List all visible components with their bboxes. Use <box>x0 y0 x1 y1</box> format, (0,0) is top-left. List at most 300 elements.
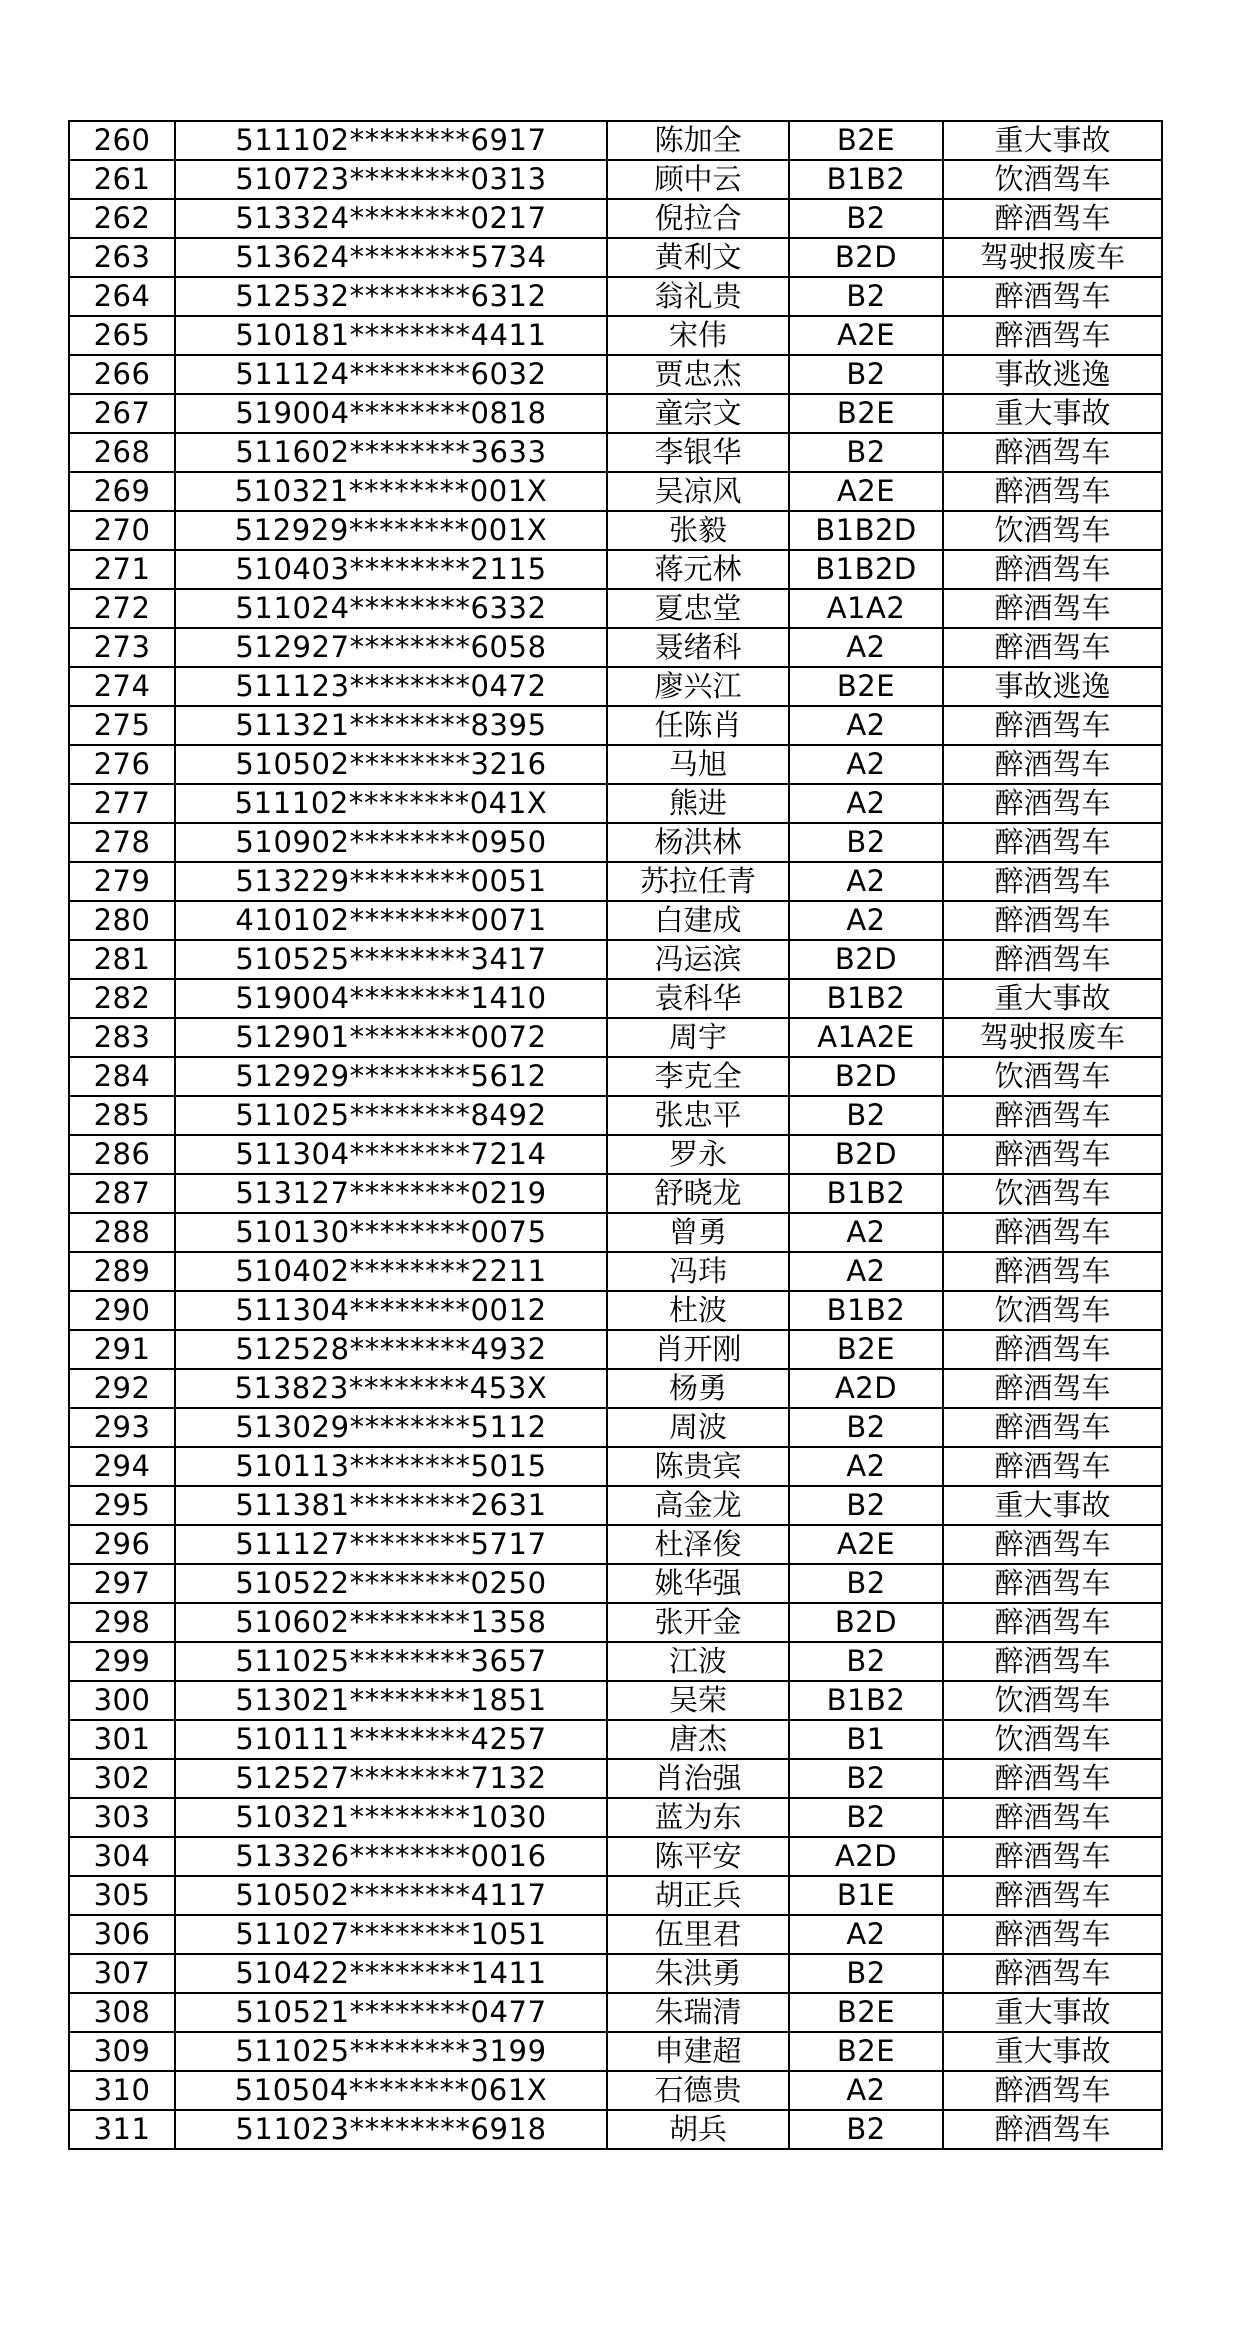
id-number-cell: 511602********3633 <box>175 433 607 472</box>
license-class-cell: B2D <box>789 940 943 979</box>
table-row <box>69 550 1162 589</box>
name-cell: 顾中云 <box>607 160 789 199</box>
violation-cell: 醉酒驾车 <box>943 472 1162 511</box>
violation-cell: 醉酒驾车 <box>943 1447 1162 1486</box>
violation-cell: 饮酒驾车 <box>943 1291 1162 1330</box>
id-number-cell: 513021********1851 <box>175 1681 607 1720</box>
id-number-cell: 512528********4932 <box>175 1330 607 1369</box>
violation-cell: 事故逃逸 <box>943 667 1162 706</box>
table-row <box>69 1135 1162 1174</box>
row-number-cell: 266 <box>69 355 175 394</box>
table-row <box>69 355 1162 394</box>
license-class-cell: A2E <box>789 316 943 355</box>
row-number-cell: 274 <box>69 667 175 706</box>
row-number-cell: 277 <box>69 784 175 823</box>
table-row <box>69 862 1162 901</box>
license-class-cell: B1B2 <box>789 1174 943 1213</box>
name-cell: 陈加全 <box>607 121 789 160</box>
row-number-cell: 260 <box>69 121 175 160</box>
id-number-cell: 510181********4411 <box>175 316 607 355</box>
violation-cell: 醉酒驾车 <box>943 199 1162 238</box>
table-row <box>69 2071 1162 2110</box>
table-row <box>69 1096 1162 1135</box>
table-row <box>69 901 1162 940</box>
id-number-cell: 512927********6058 <box>175 628 607 667</box>
row-number-cell: 279 <box>69 862 175 901</box>
license-class-cell: A1A2E <box>789 1018 943 1057</box>
name-cell: 马旭 <box>607 745 789 784</box>
table-row <box>69 1954 1162 1993</box>
table-row <box>69 1330 1162 1369</box>
id-number-cell: 510521********0477 <box>175 1993 607 2032</box>
violation-cell: 重大事故 <box>943 394 1162 433</box>
table-row <box>69 394 1162 433</box>
violation-cell: 饮酒驾车 <box>943 1057 1162 1096</box>
license-class-cell: A2 <box>789 1213 943 1252</box>
id-number-cell: 511123********0472 <box>175 667 607 706</box>
license-class-cell: A2 <box>789 2071 943 2110</box>
license-class-cell: B2 <box>789 1096 943 1135</box>
table-row <box>69 589 1162 628</box>
license-class-cell: B2 <box>789 199 943 238</box>
violation-cell: 重大事故 <box>943 1993 1162 2032</box>
table-row <box>69 784 1162 823</box>
id-number-cell: 510321********001X <box>175 472 607 511</box>
row-number-cell: 280 <box>69 901 175 940</box>
name-cell: 任陈肖 <box>607 706 789 745</box>
id-number-cell: 510111********4257 <box>175 1720 607 1759</box>
license-class-cell: A2D <box>789 1837 943 1876</box>
name-cell: 曾勇 <box>607 1213 789 1252</box>
table-row <box>69 1447 1162 1486</box>
violation-cell: 醉酒驾车 <box>943 1408 1162 1447</box>
violation-cell: 重大事故 <box>943 979 1162 1018</box>
name-cell: 冯运滨 <box>607 940 789 979</box>
id-number-cell: 511102********6917 <box>175 121 607 160</box>
table-row <box>69 433 1162 472</box>
row-number-cell: 267 <box>69 394 175 433</box>
license-class-cell: A2 <box>789 784 943 823</box>
row-number-cell: 297 <box>69 1564 175 1603</box>
name-cell: 江波 <box>607 1642 789 1681</box>
id-number-cell: 512527********7132 <box>175 1759 607 1798</box>
license-class-cell: B2 <box>789 433 943 472</box>
row-number-cell: 290 <box>69 1291 175 1330</box>
name-cell: 杜波 <box>607 1291 789 1330</box>
license-class-cell: B2 <box>789 277 943 316</box>
violation-cell: 醉酒驾车 <box>943 862 1162 901</box>
violation-cell: 饮酒驾车 <box>943 160 1162 199</box>
violation-cell: 醉酒驾车 <box>943 745 1162 784</box>
license-class-cell: A1A2 <box>789 589 943 628</box>
license-class-cell: B2 <box>789 1759 943 1798</box>
license-class-cell: B2D <box>789 1603 943 1642</box>
id-number-cell: 512929********001X <box>175 511 607 550</box>
name-cell: 廖兴江 <box>607 667 789 706</box>
table-row <box>69 1681 1162 1720</box>
id-number-cell: 511027********1051 <box>175 1915 607 1954</box>
table-row <box>69 1018 1162 1057</box>
license-class-cell: B2 <box>789 1954 943 1993</box>
name-cell: 胡兵 <box>607 2110 789 2149</box>
violation-cell: 醉酒驾车 <box>943 1798 1162 1837</box>
row-number-cell: 265 <box>69 316 175 355</box>
row-number-cell: 281 <box>69 940 175 979</box>
id-number-cell: 511381********2631 <box>175 1486 607 1525</box>
violation-cell: 醉酒驾车 <box>943 2071 1162 2110</box>
name-cell: 唐杰 <box>607 1720 789 1759</box>
name-cell: 肖治强 <box>607 1759 789 1798</box>
table-row <box>69 1369 1162 1408</box>
row-number-cell: 302 <box>69 1759 175 1798</box>
row-number-cell: 261 <box>69 160 175 199</box>
name-cell: 申建超 <box>607 2032 789 2071</box>
table-row <box>69 1213 1162 1252</box>
license-class-cell: B2 <box>789 1564 943 1603</box>
violation-cell: 驾驶报废车 <box>943 238 1162 277</box>
name-cell: 舒晓龙 <box>607 1174 789 1213</box>
row-number-cell: 300 <box>69 1681 175 1720</box>
row-number-cell: 309 <box>69 2032 175 2071</box>
row-number-cell: 305 <box>69 1876 175 1915</box>
table-row <box>69 472 1162 511</box>
name-cell: 蒋元林 <box>607 550 789 589</box>
name-cell: 伍里君 <box>607 1915 789 1954</box>
id-number-cell: 511304********0012 <box>175 1291 607 1330</box>
violation-cell: 醉酒驾车 <box>943 1252 1162 1291</box>
name-cell: 宋伟 <box>607 316 789 355</box>
row-number-cell: 299 <box>69 1642 175 1681</box>
id-number-cell: 513127********0219 <box>175 1174 607 1213</box>
row-number-cell: 288 <box>69 1213 175 1252</box>
name-cell: 张毅 <box>607 511 789 550</box>
violation-cell: 醉酒驾车 <box>943 1525 1162 1564</box>
violation-cell: 饮酒驾车 <box>943 1174 1162 1213</box>
table-row <box>69 940 1162 979</box>
id-number-cell: 519004********1410 <box>175 979 607 1018</box>
id-number-cell: 512929********5612 <box>175 1057 607 1096</box>
violation-cell: 醉酒驾车 <box>943 550 1162 589</box>
license-class-cell: B2 <box>789 1408 943 1447</box>
id-number-cell: 513029********5112 <box>175 1408 607 1447</box>
table-row <box>69 199 1162 238</box>
violation-cell: 醉酒驾车 <box>943 823 1162 862</box>
license-class-cell: A2 <box>789 745 943 784</box>
violation-cell: 醉酒驾车 <box>943 1096 1162 1135</box>
license-class-cell: B2 <box>789 823 943 862</box>
table-row <box>69 1915 1162 1954</box>
row-number-cell: 298 <box>69 1603 175 1642</box>
table-row <box>69 1408 1162 1447</box>
id-number-cell: 512532********6312 <box>175 277 607 316</box>
table-row <box>69 1525 1162 1564</box>
row-number-cell: 283 <box>69 1018 175 1057</box>
name-cell: 石德贵 <box>607 2071 789 2110</box>
table-row <box>69 160 1162 199</box>
violation-cell: 醉酒驾车 <box>943 1876 1162 1915</box>
table-row <box>69 1720 1162 1759</box>
license-class-cell: B2E <box>789 1993 943 2032</box>
violation-cell: 醉酒驾车 <box>943 1915 1162 1954</box>
name-cell: 倪拉合 <box>607 199 789 238</box>
name-cell: 翁礼贵 <box>607 277 789 316</box>
license-class-cell: A2 <box>789 901 943 940</box>
name-cell: 贾忠杰 <box>607 355 789 394</box>
row-number-cell: 286 <box>69 1135 175 1174</box>
id-number-cell: 510522********0250 <box>175 1564 607 1603</box>
violation-cell: 重大事故 <box>943 121 1162 160</box>
id-number-cell: 513823********453X <box>175 1369 607 1408</box>
name-cell: 周宇 <box>607 1018 789 1057</box>
violation-cell: 饮酒驾车 <box>943 1720 1162 1759</box>
id-number-cell: 510902********0950 <box>175 823 607 862</box>
license-class-cell: B1E <box>789 1876 943 1915</box>
license-class-cell: B1B2 <box>789 1681 943 1720</box>
table-row <box>69 1798 1162 1837</box>
row-number-cell: 295 <box>69 1486 175 1525</box>
row-number-cell: 271 <box>69 550 175 589</box>
table-row <box>69 1642 1162 1681</box>
license-class-cell: A2 <box>789 1252 943 1291</box>
id-number-cell: 513324********0217 <box>175 199 607 238</box>
row-number-cell: 287 <box>69 1174 175 1213</box>
violation-cell: 醉酒驾车 <box>943 2110 1162 2149</box>
id-number-cell: 510422********1411 <box>175 1954 607 1993</box>
table-row <box>69 1174 1162 1213</box>
table-row <box>69 2110 1162 2149</box>
violator-table <box>68 120 1163 2150</box>
id-number-cell: 511025********8492 <box>175 1096 607 1135</box>
row-number-cell: 304 <box>69 1837 175 1876</box>
table-row <box>69 979 1162 1018</box>
violator-table-body <box>69 121 1162 2149</box>
name-cell: 杨勇 <box>607 1369 789 1408</box>
id-number-cell: 511304********7214 <box>175 1135 607 1174</box>
name-cell: 袁科华 <box>607 979 789 1018</box>
violation-cell: 醉酒驾车 <box>943 1642 1162 1681</box>
table-row <box>69 1057 1162 1096</box>
name-cell: 周波 <box>607 1408 789 1447</box>
row-number-cell: 311 <box>69 2110 175 2149</box>
table-row <box>69 2032 1162 2071</box>
table-row <box>69 823 1162 862</box>
license-class-cell: A2 <box>789 862 943 901</box>
table-row <box>69 1759 1162 1798</box>
name-cell: 吴凉风 <box>607 472 789 511</box>
table-row <box>69 706 1162 745</box>
table-row <box>69 667 1162 706</box>
violation-cell: 醉酒驾车 <box>943 433 1162 472</box>
license-class-cell: B2 <box>789 1486 943 1525</box>
row-number-cell: 308 <box>69 1993 175 2032</box>
table-row <box>69 1603 1162 1642</box>
table-row <box>69 1486 1162 1525</box>
license-class-cell: A2E <box>789 472 943 511</box>
id-number-cell: 510402********2211 <box>175 1252 607 1291</box>
id-number-cell: 510723********0313 <box>175 160 607 199</box>
row-number-cell: 310 <box>69 2071 175 2110</box>
row-number-cell: 270 <box>69 511 175 550</box>
row-number-cell: 284 <box>69 1057 175 1096</box>
id-number-cell: 511024********6332 <box>175 589 607 628</box>
id-number-cell: 511025********3199 <box>175 2032 607 2071</box>
id-number-cell: 511321********8395 <box>175 706 607 745</box>
license-class-cell: B1B2 <box>789 1291 943 1330</box>
id-number-cell: 511025********3657 <box>175 1642 607 1681</box>
violation-cell: 饮酒驾车 <box>943 511 1162 550</box>
violation-cell: 醉酒驾车 <box>943 1330 1162 1369</box>
row-number-cell: 268 <box>69 433 175 472</box>
id-number-cell: 510113********5015 <box>175 1447 607 1486</box>
table-row <box>69 238 1162 277</box>
violation-cell: 醉酒驾车 <box>943 784 1162 823</box>
name-cell: 朱洪勇 <box>607 1954 789 1993</box>
name-cell: 姚华强 <box>607 1564 789 1603</box>
violation-cell: 重大事故 <box>943 1486 1162 1525</box>
name-cell: 熊进 <box>607 784 789 823</box>
name-cell: 高金龙 <box>607 1486 789 1525</box>
name-cell: 朱瑞清 <box>607 1993 789 2032</box>
name-cell: 冯玮 <box>607 1252 789 1291</box>
name-cell: 杜泽俊 <box>607 1525 789 1564</box>
id-number-cell: 510602********1358 <box>175 1603 607 1642</box>
violation-cell: 醉酒驾车 <box>943 277 1162 316</box>
violation-cell: 醉酒驾车 <box>943 1369 1162 1408</box>
license-class-cell: B1B2D <box>789 511 943 550</box>
row-number-cell: 307 <box>69 1954 175 1993</box>
name-cell: 聂绪科 <box>607 628 789 667</box>
id-number-cell: 510502********4117 <box>175 1876 607 1915</box>
row-number-cell: 272 <box>69 589 175 628</box>
row-number-cell: 289 <box>69 1252 175 1291</box>
license-class-cell: B2 <box>789 355 943 394</box>
violation-cell: 醉酒驾车 <box>943 1564 1162 1603</box>
id-number-cell: 512901********0072 <box>175 1018 607 1057</box>
name-cell: 李银华 <box>607 433 789 472</box>
row-number-cell: 301 <box>69 1720 175 1759</box>
violation-cell: 醉酒驾车 <box>943 940 1162 979</box>
id-number-cell: 511127********5717 <box>175 1525 607 1564</box>
row-number-cell: 285 <box>69 1096 175 1135</box>
license-class-cell: B1 <box>789 1720 943 1759</box>
table-row <box>69 121 1162 160</box>
row-number-cell: 292 <box>69 1369 175 1408</box>
table-row <box>69 1876 1162 1915</box>
license-class-cell: B2E <box>789 2032 943 2071</box>
row-number-cell: 269 <box>69 472 175 511</box>
table-row <box>69 1837 1162 1876</box>
row-number-cell: 275 <box>69 706 175 745</box>
table-row <box>69 1291 1162 1330</box>
violation-cell: 醉酒驾车 <box>943 628 1162 667</box>
license-class-cell: A2 <box>789 628 943 667</box>
violation-cell: 醉酒驾车 <box>943 1213 1162 1252</box>
name-cell: 黄利文 <box>607 238 789 277</box>
row-number-cell: 294 <box>69 1447 175 1486</box>
license-class-cell: B2E <box>789 1330 943 1369</box>
id-number-cell: 510504********061X <box>175 2071 607 2110</box>
id-number-cell: 513326********0016 <box>175 1837 607 1876</box>
name-cell: 杨洪林 <box>607 823 789 862</box>
license-class-cell: A2E <box>789 1525 943 1564</box>
row-number-cell: 263 <box>69 238 175 277</box>
license-class-cell: B1B2 <box>789 979 943 1018</box>
violation-cell: 醉酒驾车 <box>943 706 1162 745</box>
license-class-cell: B2E <box>789 667 943 706</box>
table-row <box>69 1252 1162 1291</box>
name-cell: 陈贵宾 <box>607 1447 789 1486</box>
violation-cell: 饮酒驾车 <box>943 1681 1162 1720</box>
violation-cell: 醉酒驾车 <box>943 1837 1162 1876</box>
license-class-cell: A2 <box>789 1447 943 1486</box>
violation-cell: 醉酒驾车 <box>943 1954 1162 1993</box>
license-class-cell: B2D <box>789 1057 943 1096</box>
id-number-cell: 510502********3216 <box>175 745 607 784</box>
name-cell: 李克全 <box>607 1057 789 1096</box>
id-number-cell: 511102********041X <box>175 784 607 823</box>
violation-cell: 醉酒驾车 <box>943 1759 1162 1798</box>
license-class-cell: A2D <box>789 1369 943 1408</box>
id-number-cell: 511023********6918 <box>175 2110 607 2149</box>
name-cell: 蓝为东 <box>607 1798 789 1837</box>
id-number-cell: 513229********0051 <box>175 862 607 901</box>
row-number-cell: 273 <box>69 628 175 667</box>
violation-cell: 重大事故 <box>943 2032 1162 2071</box>
name-cell: 白建成 <box>607 901 789 940</box>
table-row <box>69 511 1162 550</box>
license-class-cell: B2E <box>789 121 943 160</box>
license-class-cell: B2D <box>789 238 943 277</box>
violation-cell: 醉酒驾车 <box>943 316 1162 355</box>
row-number-cell: 282 <box>69 979 175 1018</box>
row-number-cell: 303 <box>69 1798 175 1837</box>
row-number-cell: 264 <box>69 277 175 316</box>
table-row <box>69 1993 1162 2032</box>
name-cell: 张忠平 <box>607 1096 789 1135</box>
id-number-cell: 410102********0071 <box>175 901 607 940</box>
row-number-cell: 306 <box>69 1915 175 1954</box>
name-cell: 吴荣 <box>607 1681 789 1720</box>
name-cell: 张开金 <box>607 1603 789 1642</box>
id-number-cell: 511124********6032 <box>175 355 607 394</box>
row-number-cell: 262 <box>69 199 175 238</box>
row-number-cell: 296 <box>69 1525 175 1564</box>
name-cell: 童宗文 <box>607 394 789 433</box>
id-number-cell: 510403********2115 <box>175 550 607 589</box>
name-cell: 陈平安 <box>607 1837 789 1876</box>
license-class-cell: B1B2 <box>789 160 943 199</box>
row-number-cell: 293 <box>69 1408 175 1447</box>
license-class-cell: B2 <box>789 1642 943 1681</box>
table-row <box>69 1564 1162 1603</box>
id-number-cell: 510525********3417 <box>175 940 607 979</box>
violation-cell: 醉酒驾车 <box>943 589 1162 628</box>
id-number-cell: 510321********1030 <box>175 1798 607 1837</box>
id-number-cell: 510130********0075 <box>175 1213 607 1252</box>
license-class-cell: A2 <box>789 706 943 745</box>
table-row <box>69 628 1162 667</box>
violation-cell: 醉酒驾车 <box>943 901 1162 940</box>
license-class-cell: B1B2D <box>789 550 943 589</box>
row-number-cell: 276 <box>69 745 175 784</box>
id-number-cell: 519004********0818 <box>175 394 607 433</box>
license-class-cell: B2E <box>789 394 943 433</box>
violation-cell: 醉酒驾车 <box>943 1135 1162 1174</box>
name-cell: 罗永 <box>607 1135 789 1174</box>
license-class-cell: B2D <box>789 1135 943 1174</box>
name-cell: 胡正兵 <box>607 1876 789 1915</box>
row-number-cell: 291 <box>69 1330 175 1369</box>
